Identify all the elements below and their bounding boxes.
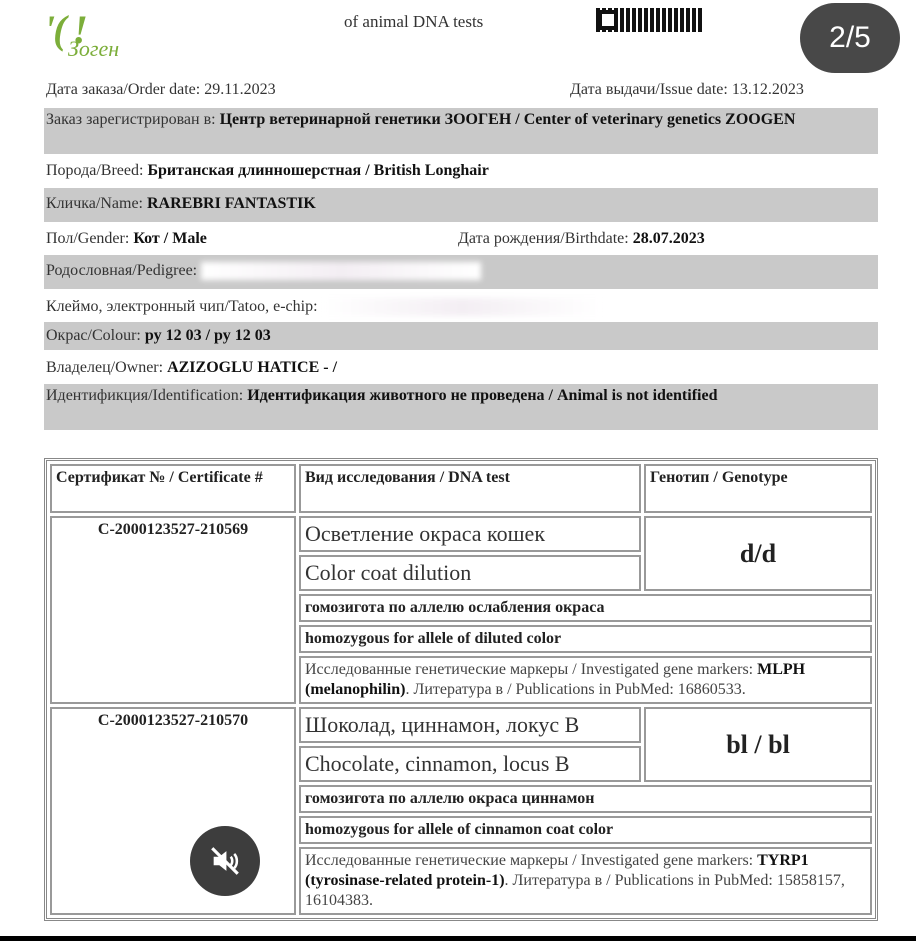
speaker-muted-icon [208,844,242,878]
issue-date: 13.12.2023 [731,81,804,98]
order-date: 29.11.2023 [204,81,276,98]
registered-row: Заказ зарегистрирован в: Центр ветеринарной генетики ЗООГЕН / Center of veterinary genetics ZOOGEN [44,108,878,154]
document-subtitle: of animal DNA tests [344,12,484,31]
table-row: C-2000123527-210570 Шоколад, циннамон, локус B bl / bl [50,707,872,743]
markers-note: Исследованные генетические маркеры / Investigated gene markers: MLPH (melanophilin). Литература в / Publications in PubMed: 16860533. [299,656,872,704]
markers-note: Исследованные генетические маркеры / Investigated gene markers: TYRP1 (tyrosinase-related protein-1). Литература в / Publications in PubMed: 15858157, 16104383. [299,847,872,915]
dates-row: Дата заказа/Order date: 29.11.2023 Дата выдачи/Issue date: 13.12.2023 [46,81,804,98]
zoogen-logo: '( ! Зоген [44,7,120,61]
pedigree-row: Родословная/Pedigree: [44,255,878,289]
table-header: Сертификат № / Certificate # Вид исследования / DNA test Генотип / Genotype [50,464,872,513]
redacted-value [201,262,481,280]
dna-results-table: Сертификат № / Certificate # Вид исследования / DNA test Генотип / Genotype C-2000123527-210569 Осветление окраса кошек d/d Color coat dilution гомозигота по аллелю ослабления окраса homozygous for allele of diluted color Исследованные генетические маркеры / Investigated gene markers: MLPH (melanophilin). Литература в / Publications in PubMed: 16860533. C-2000123527-210570 Шоколад, циннамон, локус B bl / bl Chocolate, cinnamon, locus B гомозигота по аллелю окраса циннамон homozygous for allele of cinnamon coat color Исследованные генетические маркеры / Investigated gene markers: TYRP1 (tyrosinase-related protein-1). Литература в / Publications in PubMed: 15858157, 16104383. [44,458,878,921]
genotype: bl / bl [644,707,872,782]
chip-row: Клеймо, электронный чип/Tatoo, e-chip: [44,295,878,319]
identification-row: Идентификция/Identification: Идентификация животного не проведена / Animal is not identified [44,384,878,430]
owner-row: Владелец/Owner: AZIZOGLU HATICE - / [46,359,338,376]
genotype: d/d [644,516,872,591]
colour-row: Окрас/Colour: ру 12 03 / ру 12 03 [44,322,878,350]
redacted-value [322,298,602,316]
mute-button[interactable] [190,826,260,896]
table-row: C-2000123527-210569 Осветление окраса кошек d/d [50,516,872,552]
breed-row: Порода/Breed: Британская длинношерстная / British Longhair [46,162,489,179]
gender-row: Пол/Gender: Кот / Male Дата рождения/Birthdate: 28.07.2023 [46,230,705,247]
bottom-bar [0,936,916,941]
qr-code [596,8,702,32]
page-counter-badge: 2/5 [800,3,900,73]
name-row: Кличка/Name: RAREBRI FANTASTIK [44,188,878,222]
